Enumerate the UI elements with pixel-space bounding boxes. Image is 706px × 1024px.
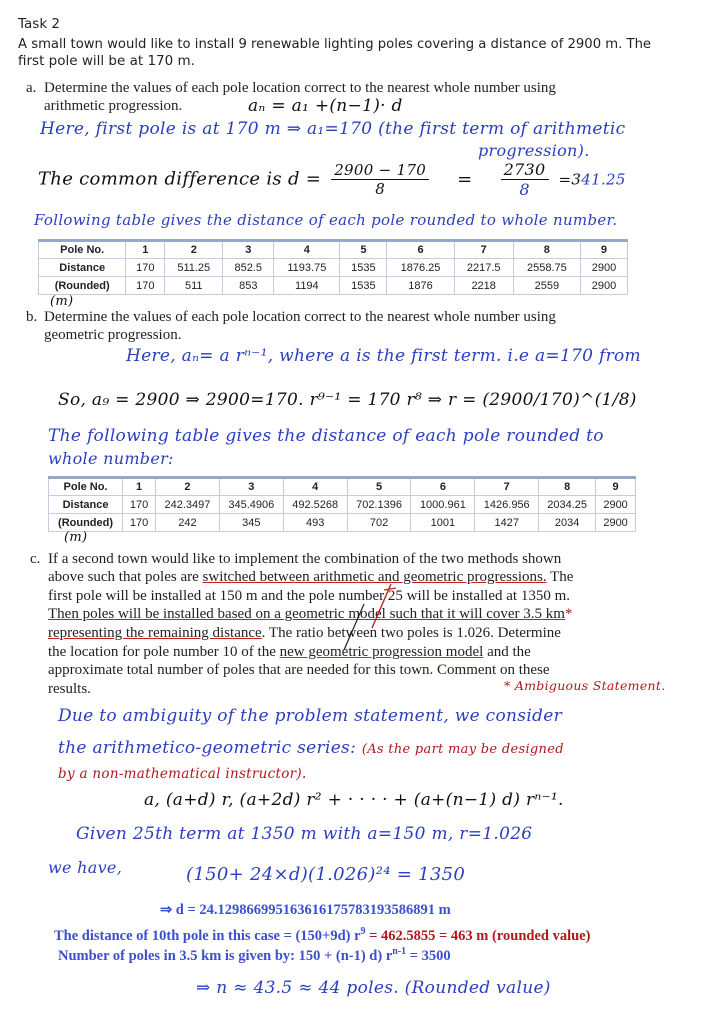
question-text: The (546, 569, 574, 585)
question-text: above such that poles are (48, 569, 203, 585)
table-row (39, 259, 628, 277)
row-header-cell: Pole No. (49, 478, 123, 496)
table-cell: 1876.25 (387, 259, 454, 277)
part-c-question-line-5 (48, 624, 561, 643)
task-heading: Task 2 (18, 16, 61, 32)
fraction-denominator: 8 (375, 180, 386, 198)
part-a-hw-line-1: Here, first pole is at 170 m ⇒ a₁=170 (the first term of arithmetic (40, 119, 626, 139)
table-cell: 170 (126, 277, 165, 295)
underlined-phrase: new geometric progression model (279, 644, 484, 660)
result-common-difference: ⇒ d = 24.129866995163616175783193586891 m (160, 902, 451, 918)
table-body (49, 478, 636, 532)
table-cell: 1001 (411, 514, 475, 532)
part-a-unit-note: (m) (50, 294, 74, 309)
row-header-cell: Distance (39, 259, 126, 277)
part-a-question-line-1: Determine the values of each pole location correct to the nearest whole number using (44, 80, 556, 96)
part-b-question-line-1: Determine the values of each pole location correct to the nearest whole number using (44, 309, 556, 325)
row-header-cell: (Rounded) (39, 277, 126, 295)
table-cell: 9 (580, 241, 627, 259)
table-cell: 511 (165, 277, 223, 295)
underlined-phrase: representing the remaining distance (48, 625, 262, 641)
underlined-phrase: switched between arithmetic and geometric progressions. (202, 569, 547, 585)
part-c-hw-equation: (150+ 24×d)(1.026)²⁴ = 1350 (186, 864, 466, 885)
table-cell: 242 (156, 514, 220, 532)
part-c-hw-line-3: by a non-mathematical instructor). (58, 766, 307, 782)
result-value: = 3500 (406, 947, 451, 964)
part-c-hw-we-have: we have, (48, 858, 123, 877)
table-cell: 6 (411, 478, 475, 496)
table-cell: 702 (347, 514, 411, 532)
table-cell: 242.3497 (156, 496, 220, 514)
table-cell: 170 (126, 259, 165, 277)
part-a-formula-note: aₙ = a₁ +(n−1)· d (248, 96, 403, 116)
part-c-question-line-2 (48, 568, 573, 587)
fraction-numerator: 2900 − 170 (331, 161, 429, 180)
part-b-hw-line-4: whole number: (48, 449, 174, 468)
table-cell: 1 (123, 478, 156, 496)
question-text: and the (483, 644, 531, 660)
instructor-remark: (As the part may be designed (361, 742, 564, 757)
table-cell: 170 (123, 496, 156, 514)
table-cell: 1 (126, 241, 165, 259)
table-cell: 1427 (475, 514, 539, 532)
table-cell: 4 (274, 241, 340, 259)
table-cell: 2900 (596, 496, 636, 514)
part-c-question-line-7: approximate total number of poles that are needed for this town. Comment on these (48, 662, 550, 678)
part-c-question-line-3: first pole will be installed at 150 m and the pole number 25 will be installed at 1350 m. (48, 588, 570, 604)
table-cell: 7 (454, 241, 513, 259)
table-cell: 6 (387, 241, 454, 259)
table-row (49, 478, 636, 496)
table-cell: 4 (283, 478, 347, 496)
table-cell: 2559 (513, 277, 580, 295)
part-b-label: b. (26, 309, 38, 325)
part-c-hw-line-1: Due to ambiguity of the problem statement, we consider (58, 706, 563, 726)
table-cell: 1426.956 (475, 496, 539, 514)
fraction-numerator: 2730 (501, 160, 549, 180)
series-name: the arithmetico-geometric series: (58, 738, 362, 758)
table-cell: 511.25 (165, 259, 223, 277)
table-cell: 345.4906 (219, 496, 283, 514)
table-cell: 8 (539, 478, 596, 496)
difference-result-prefix: =3 (558, 170, 582, 189)
table-row (49, 496, 636, 514)
part-c-question-line-6 (48, 643, 531, 662)
difference-fraction-1 (331, 161, 429, 198)
part-b-hw-line-2: So, a₉ = 2900 ⇒ 2900=170. r⁹⁻¹ = 170 r⁸ ⇒ r = (2900/170)^(1/8) (58, 390, 637, 410)
task-intro-line-1: A small town would like to install 9 renewable lighting poles covering a distance of 2900 m. The (18, 37, 652, 52)
table-cell: 9 (596, 478, 636, 496)
table-cell: 492.5268 (283, 496, 347, 514)
table-cell: 1193.75 (274, 259, 340, 277)
table-cell: 3 (223, 241, 274, 259)
table-cell: 2218 (454, 277, 513, 295)
part-b-question-line-2: geometric progression. (44, 327, 182, 343)
part-b-unit-note: (m) (64, 530, 88, 545)
ambiguity-asterisk: * (564, 606, 573, 622)
table-body (39, 241, 628, 295)
part-a-common-difference (38, 160, 626, 199)
difference-fraction-2 (501, 160, 549, 199)
underlined-phrase: Then poles will be installed based on a geometric model such that it will cover 3.5 km (48, 606, 565, 622)
table-cell: 2900 (596, 514, 636, 532)
part-a-label: a. (26, 80, 37, 96)
table-cell: 2900 (580, 259, 627, 277)
part-c-hw-final-answer: ⇒ n ≈ 43.5 ≈ 44 poles. (Rounded value) (196, 978, 551, 998)
part-c-question-line-8: results. (48, 681, 91, 697)
geometric-distance-table (48, 476, 636, 532)
table-cell: 3 (219, 478, 283, 496)
row-header-cell: Distance (49, 496, 123, 514)
ambiguous-statement-note: * Ambiguous Statement. (504, 678, 666, 693)
question-text: the location for pole number 10 of the (48, 644, 280, 660)
result-exponent: n-1 (392, 946, 407, 957)
table-cell: 1194 (274, 277, 340, 295)
result-exponent: 9 (360, 926, 366, 937)
result-text: Number of poles in 3.5 km is given by: 150 + (n-1) d) r (58, 947, 393, 964)
question-text: . The ratio between two poles is 1.026. Determine (261, 625, 561, 641)
result-text: The distance of 10th pole in this case = (150+9d) r (54, 927, 361, 944)
table-cell: 5 (340, 241, 387, 259)
task-intro-line-2: first pole will be at 170 m. (18, 53, 195, 69)
table-cell: 7 (475, 478, 539, 496)
table-cell: 493 (283, 514, 347, 532)
arithmetic-distance-table (38, 239, 628, 295)
table-cell: 8 (513, 241, 580, 259)
part-c-hw-line-2 (58, 738, 564, 758)
table-cell: 345 (219, 514, 283, 532)
common-difference-label: The common difference is d = (38, 168, 322, 190)
table-cell: 2558.75 (513, 259, 580, 277)
result-value: = 462.5855 = 463 m (rounded value) (365, 927, 591, 944)
part-a-question-line-2: arithmetic progression. (44, 98, 183, 114)
part-c-label: c. (30, 551, 41, 567)
table-cell: 1535 (340, 259, 387, 277)
table-row (39, 277, 628, 295)
fraction-denominator: 8 (519, 180, 530, 199)
part-c-question-line-4 (48, 605, 572, 624)
table-cell: 852.5 (223, 259, 274, 277)
part-a-hw-line-1b: progression). (478, 141, 590, 160)
table-cell: 1000.961 (411, 496, 475, 514)
part-b-hw-line-1: Here, aₙ= a rⁿ⁻¹, where a is the first term. i.e a=170 from (126, 346, 641, 366)
table-cell: 1876 (387, 277, 454, 295)
row-header-cell: Pole No. (39, 241, 126, 259)
part-c-hw-series: a, (a+d) r, (a+2d) r² + · · · · + (a+(n−1) d) rⁿ⁻¹. (144, 790, 564, 810)
difference-result-value: 41.25 (581, 170, 626, 189)
part-a-table-note: Following table gives the distance of each pole rounded to whole number. (34, 211, 618, 229)
table-cell: 170 (123, 514, 156, 532)
table-cell: 2034.25 (539, 496, 596, 514)
table-row (49, 514, 636, 532)
table-cell: 702.1396 (347, 496, 411, 514)
table-cell: 5 (347, 478, 411, 496)
table-cell: 2 (156, 478, 220, 496)
table-cell: 2 (165, 241, 223, 259)
table-cell: 2217.5 (454, 259, 513, 277)
part-b-hw-line-3: The following table gives the distance of each pole rounded to (48, 426, 604, 446)
table-cell: 853 (223, 277, 274, 295)
result-10th-pole (54, 926, 590, 945)
part-c-question-line-1: If a second town would like to implement the combination of the two methods shown (48, 551, 562, 567)
equals-sign: = (457, 168, 473, 190)
table-row (39, 241, 628, 259)
result-number-of-poles (58, 946, 451, 965)
table-cell: 2034 (539, 514, 596, 532)
row-header-cell: (Rounded) (49, 514, 123, 532)
part-c-hw-given: Given 25th term at 1350 m with a=150 m, r=1.026 (76, 824, 533, 844)
table-cell: 2900 (580, 277, 627, 295)
table-cell: 1535 (340, 277, 387, 295)
